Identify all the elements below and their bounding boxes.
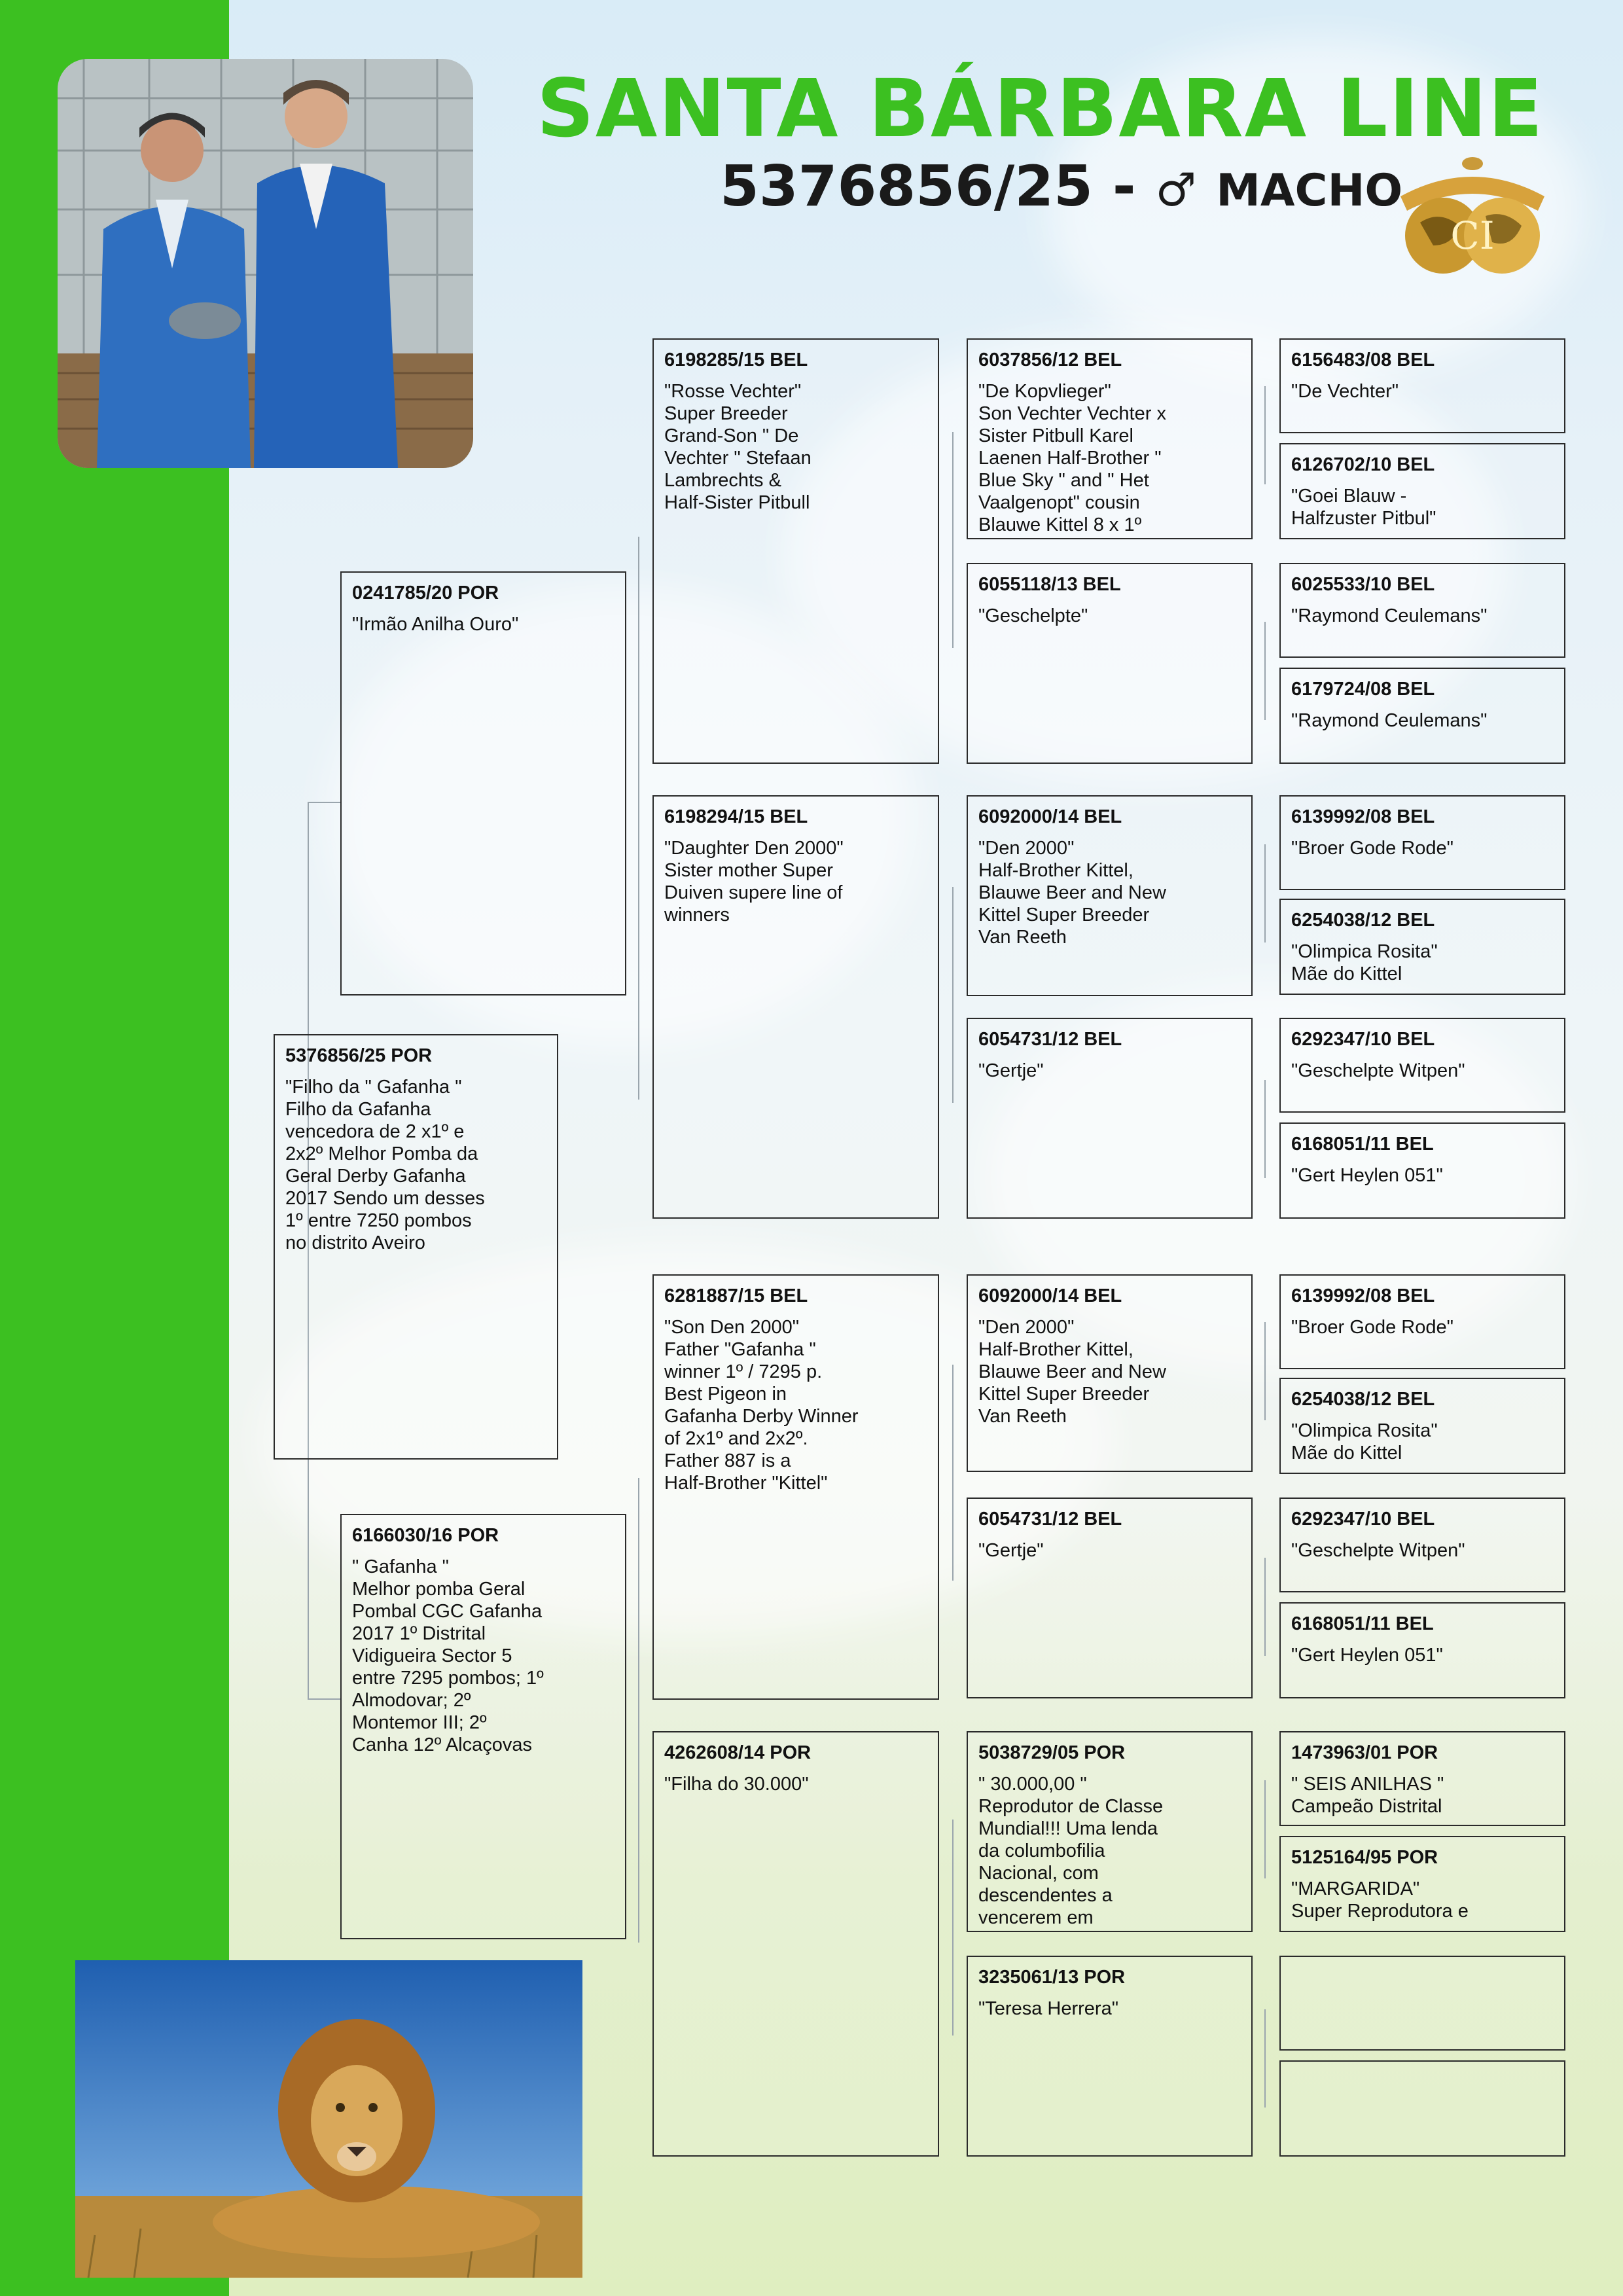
pigeon-description: "Filho da " Gafanha " Filho da Gafanha vencedora de 2 x1º e 2x2º Melhor Pomba da Geral Derby Gafanha 2017 Sendo um desses 1º entre 7250 pombos no distrito Aveiro xyxy=(285,1077,485,1253)
pedigree-box-sire xyxy=(340,571,626,996)
pedigree-box-gen4 xyxy=(967,795,1253,996)
pedigree-box-gen5 xyxy=(1279,338,1565,433)
pedigree-box-gen5 xyxy=(1279,1602,1565,1698)
heading-ring-number: 5376856/25 - xyxy=(720,154,1136,219)
pigeon-description: "Gert Heylen 051" xyxy=(1291,1165,1443,1186)
ring-number: 6292347/10 BEL xyxy=(1291,1509,1435,1530)
pedigree-box-gen5 xyxy=(1279,899,1565,995)
subject-ring-heading xyxy=(720,154,1402,219)
ring-number: 6037856/12 BEL xyxy=(978,350,1122,370)
pedigree-box-gen4 xyxy=(967,1731,1253,1932)
ring-number: 6025533/10 BEL xyxy=(1291,574,1435,595)
pedigree-box-gen4 xyxy=(967,563,1253,764)
svg-text:CI: CI xyxy=(1450,213,1495,258)
pigeon-description: "Gert Heylen 051" xyxy=(1291,1645,1443,1666)
ring-number: 6281887/15 BEL xyxy=(664,1285,808,1306)
pedigree-box-gen3 xyxy=(652,795,939,1219)
pedigree-box-gen4 xyxy=(967,1498,1253,1698)
ring-number: 6054731/12 BEL xyxy=(978,1029,1122,1050)
pedigree-box-gen5 xyxy=(1279,1731,1565,1826)
pedigree-box-gen5-empty xyxy=(1279,2060,1565,2157)
ring-number: 6168051/11 BEL xyxy=(1291,1134,1434,1155)
male-symbol-icon: ♂ xyxy=(1155,163,1197,217)
ring-number: 6198285/15 BEL xyxy=(664,350,808,370)
pigeon-description: " SEIS ANILHAS " Campeão Distrital xyxy=(1291,1774,1444,1817)
lion-photo xyxy=(75,1960,582,2278)
ring-number: 5038729/05 POR xyxy=(978,1742,1126,1763)
ring-number: 5125164/95 POR xyxy=(1291,1847,1438,1868)
pedigree-box-dam xyxy=(340,1514,626,1939)
pedigree-box-gen4 xyxy=(967,1018,1253,1219)
pigeon-description: "Den 2000" Half-Brother Kittel, Blauwe Beer and New Kittel Super Breeder Van Reeth xyxy=(978,838,1166,948)
pigeon-description: "Broer Gode Rode" xyxy=(1291,1317,1454,1338)
ring-number: 6254038/12 BEL xyxy=(1291,910,1435,931)
pigeon-description: "Olimpica Rosita" Mãe do Kittel xyxy=(1291,1420,1438,1463)
ring-number: 6139992/08 BEL xyxy=(1291,806,1435,827)
pigeon-description: "Rosse Vechter" Super Breeder Grand-Son " De Vechter " Stefaan Lambrechts & Half-Sister Pitbull xyxy=(664,381,812,513)
ring-number: 6168051/11 BEL xyxy=(1291,1613,1434,1634)
ring-number: 5376856/25 POR xyxy=(285,1045,433,1066)
pedigree-box-gen5 xyxy=(1279,1498,1565,1592)
pigeon-description: " Gafanha " Melhor pomba Geral Pombal CGC Gafanha 2017 1º Distrital Vidigueira Sector 5 entre 7295 pombos; 1º Almodovar; 2º Montemor III; 2º Canha 12º Alcaçovas xyxy=(352,1556,544,1755)
ring-number: 1473963/01 POR xyxy=(1291,1742,1438,1763)
pedigree-box-gen4 xyxy=(967,1956,1253,2157)
pigeon-description: "De Vechter" xyxy=(1291,381,1399,402)
ring-number: 6092000/14 BEL xyxy=(978,1285,1122,1306)
ring-number: 6254038/12 BEL xyxy=(1291,1389,1435,1410)
pedigree-box-gen4 xyxy=(967,1274,1253,1472)
pigeon-description: "Geschelpte" xyxy=(978,605,1088,626)
globe-emblem-logo xyxy=(1394,151,1551,281)
pigeon-description: "Den 2000" Half-Brother Kittel, Blauwe Beer and New Kittel Super Breeder Van Reeth xyxy=(978,1317,1166,1427)
pigeon-description: "Olimpica Rosita" Mãe do Kittel xyxy=(1291,941,1438,984)
ring-number: 6126702/10 BEL xyxy=(1291,454,1435,475)
pigeon-description: "Daughter Den 2000" Sister mother Super Duiven supere line of winners xyxy=(664,838,844,925)
pedigree-box-gen5-empty xyxy=(1279,1956,1565,2051)
pigeon-description: " 30.000,00 " Reprodutor de Classe Mundial!!! Uma lenda da columbofilia Nacional, com descendentes a vencerem em xyxy=(978,1774,1164,1928)
ring-number: 6179724/08 BEL xyxy=(1291,679,1435,700)
ring-number: 6092000/14 BEL xyxy=(978,806,1122,827)
pigeon-description: "Raymond Ceulemans" xyxy=(1291,710,1488,731)
pedigree-box-gen5 xyxy=(1279,1378,1565,1474)
pigeon-description: "Gertje" xyxy=(978,1540,1044,1561)
pedigree-box-gen5 xyxy=(1279,668,1565,764)
pedigree-box-gen5 xyxy=(1279,1274,1565,1369)
pigeon-description: "Filha do 30.000" xyxy=(664,1774,809,1795)
pigeon-description: "Goei Blauw - Halfzuster Pitbul" xyxy=(1291,486,1436,529)
ring-number: 0241785/20 POR xyxy=(352,583,499,603)
pigeon-description: "Son Den 2000" Father "Gafanha " winner 1º / 7295 p. Best Pigeon in Gafanha Derby Winner of 2x1º and 2x2º. Father 887 is a Half-Brother "Kittel" xyxy=(664,1317,859,1494)
ring-number: 6054731/12 BEL xyxy=(978,1509,1122,1530)
ring-number: 6156483/08 BEL xyxy=(1291,350,1435,370)
pigeon-description: "Teresa Herrera" xyxy=(978,1998,1118,2019)
pedigree-box-gen3 xyxy=(652,1731,939,2157)
pigeon-description: "Geschelpte Witpen" xyxy=(1291,1540,1465,1561)
ring-number: 6166030/16 POR xyxy=(352,1525,499,1546)
pigeon-description: "De Kopvlieger" Son Vechter Vechter x Sister Pitbull Karel Laenen Half-Brother " Blue Sky " and " Het Vaalgenopt" cousin Blauwe Kittel 8 x 1º xyxy=(978,381,1166,535)
ring-number: 6139992/08 BEL xyxy=(1291,1285,1435,1306)
ring-number: 3235061/13 POR xyxy=(978,1967,1126,1988)
pigeon-description: "Gertje" xyxy=(978,1060,1044,1081)
pedigree-box-gen5 xyxy=(1279,1836,1565,1932)
page-title: SANTA BÁRBARA LINE xyxy=(537,62,1544,155)
ring-number: 6055118/13 BEL xyxy=(978,574,1121,595)
pedigree-box-gen3 xyxy=(652,338,939,764)
ring-number: 4262608/14 POR xyxy=(664,1742,812,1763)
pedigree-box-gen3 xyxy=(652,1274,939,1700)
pigeon-description: "Broer Gode Rode" xyxy=(1291,838,1454,859)
pigeon-description: "Geschelpte Witpen" xyxy=(1291,1060,1465,1081)
pedigree-box-gen5 xyxy=(1279,443,1565,539)
sex-label: MACHO xyxy=(1216,165,1403,217)
pedigree-box-gen5 xyxy=(1279,795,1565,890)
ring-number: 6292347/10 BEL xyxy=(1291,1029,1435,1050)
pigeon-description: "Raymond Ceulemans" xyxy=(1291,605,1488,626)
breeders-photo xyxy=(58,59,473,468)
ring-number: 6198294/15 BEL xyxy=(664,806,808,827)
pigeon-description: "MARGARIDA" Super Reprodutora e xyxy=(1291,1878,1469,1922)
pigeon-description: "Irmão Anilha Ouro" xyxy=(352,614,519,635)
pedigree-box-gen5 xyxy=(1279,563,1565,658)
pedigree-box-subject xyxy=(274,1034,558,1460)
pedigree-box-gen5 xyxy=(1279,1122,1565,1219)
pedigree-box-gen4 xyxy=(967,338,1253,539)
pedigree-box-gen5 xyxy=(1279,1018,1565,1113)
